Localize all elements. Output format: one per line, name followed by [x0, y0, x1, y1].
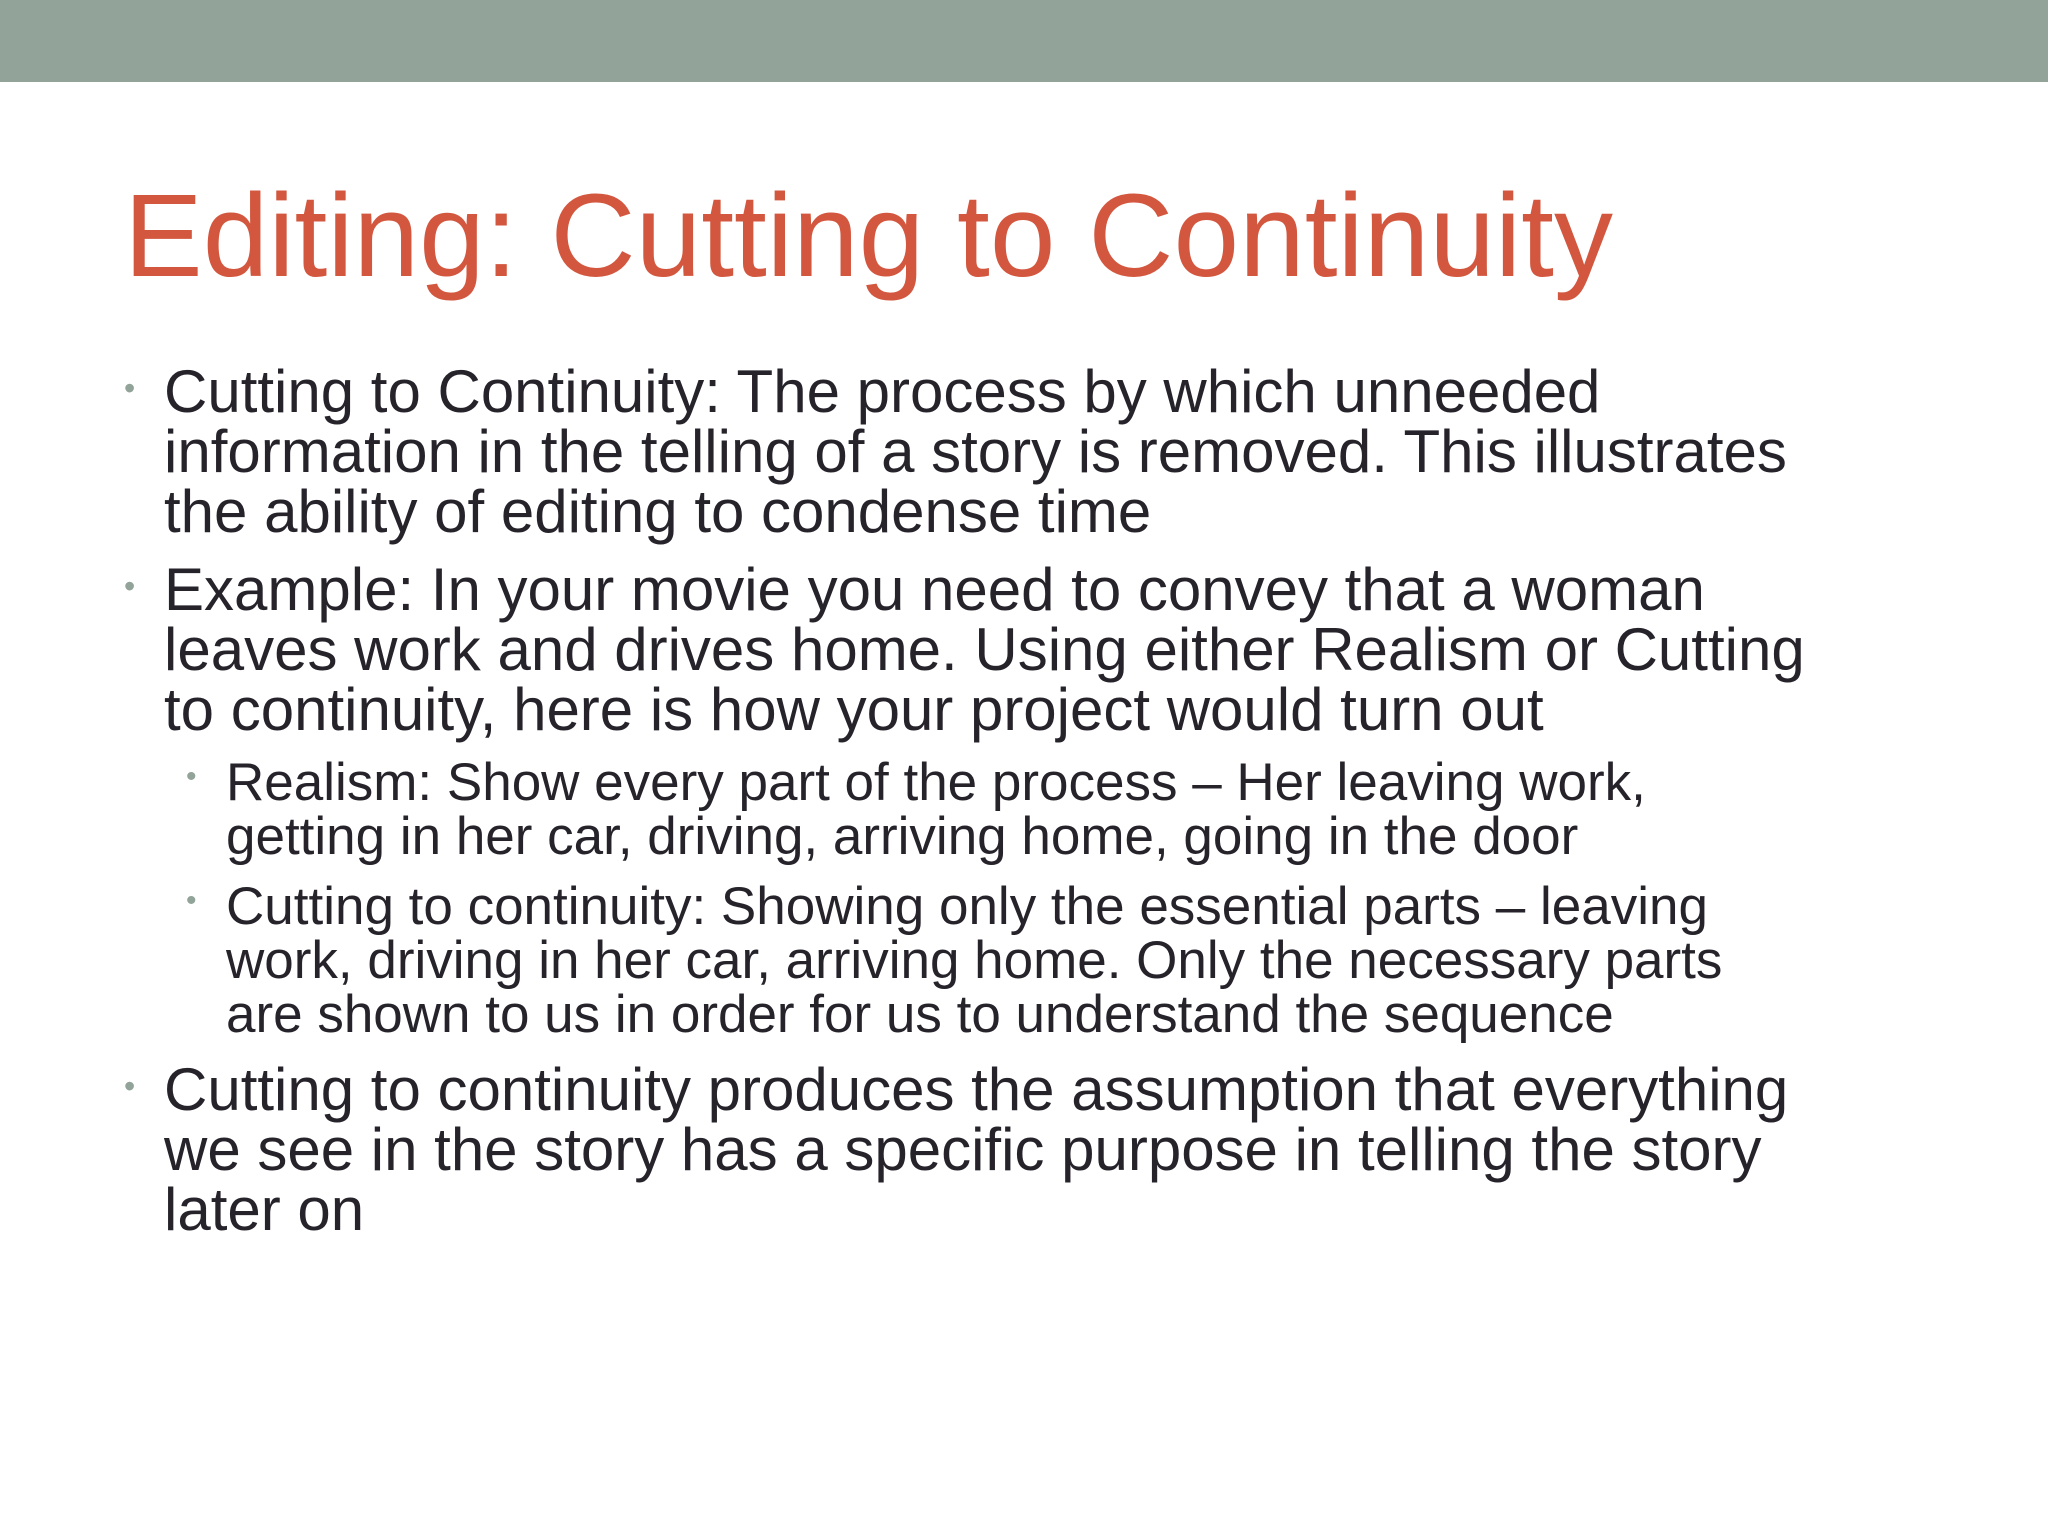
sub-bullet-list: [164, 753, 2004, 1044]
bullet-line: • Cutting to Continuity: The process by which unneeded: [164, 358, 1601, 425]
bullet-line: to continuity, here is how your project would turn out: [164, 676, 1544, 743]
bullet-line: leaves work and drives home. Using either Realism or Cutting: [164, 616, 1805, 683]
bullet-item-assumption: [124, 1056, 2004, 1243]
sub-bullet-line: work, driving in her car, arriving home. Only the necessary parts: [226, 931, 1723, 990]
bullet-item-definition: [124, 358, 2004, 545]
bullet-line: the ability of editing to condense time: [164, 478, 1152, 545]
sub-bullet-line: getting in her car, driving, arriving home, going in the door: [226, 807, 1579, 866]
bullet-item-example: [124, 556, 2004, 1044]
bullet-list: [124, 358, 2004, 1258]
bullet-line: we see in the story has a specific purpose in telling the story: [164, 1116, 1762, 1183]
sub-bullet-line: • Cutting to continuity: Showing only the essential parts – leaving: [226, 877, 1708, 936]
bullet-line: later on: [164, 1176, 365, 1243]
bullet-line: information in the telling of a story is removed. This illustrates: [164, 418, 1787, 485]
sub-bullet-cutting: [186, 877, 2004, 1044]
bullet-line: • Cutting to continuity produces the assumption that everything: [164, 1056, 1789, 1123]
bullet-line: • Example: In your movie you need to convey that a woman: [164, 556, 1705, 623]
sub-bullet-realism: [186, 753, 2004, 866]
top-accent-bar: [0, 0, 2048, 82]
sub-bullet-line: are shown to us in order for us to understand the sequence: [226, 985, 1614, 1044]
slide-title: Editing: Cutting to Continuity: [124, 170, 1613, 302]
sub-bullet-line: • Realism: Show every part of the process – Her leaving work,: [226, 753, 1646, 812]
